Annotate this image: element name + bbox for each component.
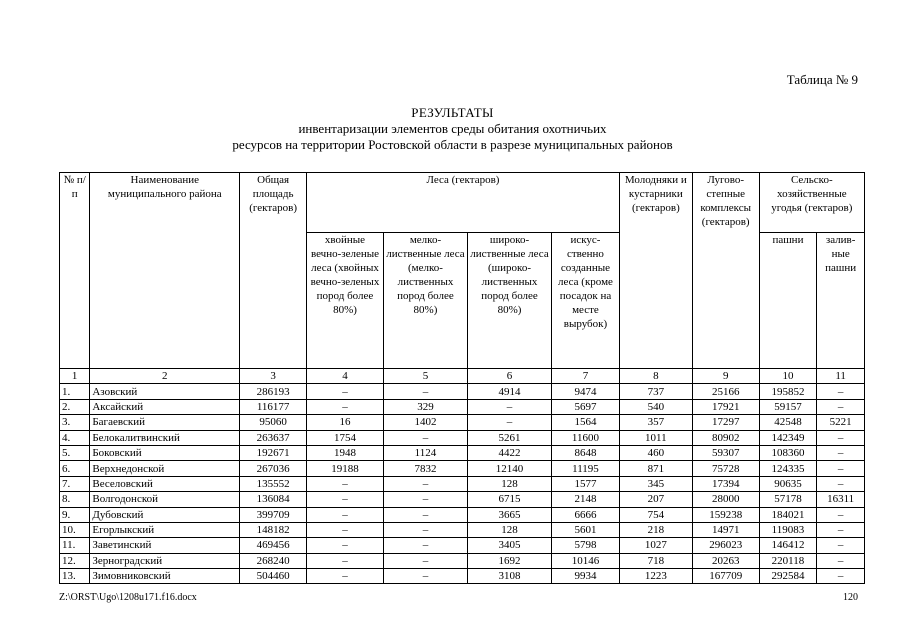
cell-flooded-arable: – xyxy=(817,476,865,491)
table-row xyxy=(60,430,865,445)
cell-total-area: 148182 xyxy=(240,522,307,537)
cell-total-area: 267036 xyxy=(240,461,307,476)
cell-broad-leaved: 4914 xyxy=(467,384,551,399)
cell-artificial: 11195 xyxy=(552,461,620,476)
cell-young-growth: 540 xyxy=(619,399,692,414)
cell-meadow-steppe: 75728 xyxy=(692,461,759,476)
cell-district-name: Багаевский xyxy=(90,415,240,430)
cell-flooded-arable: 16311 xyxy=(817,492,865,507)
cell-broad-leaved: 5261 xyxy=(467,430,551,445)
cell-total-area: 286193 xyxy=(240,384,307,399)
cell-arable: 119083 xyxy=(759,522,817,537)
col-number: 9 xyxy=(692,369,759,384)
cell-small-leaved: 329 xyxy=(383,399,467,414)
col-number: 7 xyxy=(552,369,620,384)
cell-coniferous: 1754 xyxy=(307,430,384,445)
cell-total-area: 135552 xyxy=(240,476,307,491)
cell-artificial: 1577 xyxy=(552,476,620,491)
header-small-leaved: мелко-лиственные леса (мелко-лиственных пород более 80%) xyxy=(383,233,467,369)
cell-coniferous: 1948 xyxy=(307,445,384,460)
table-row xyxy=(60,492,865,507)
footer-file-path: Z:\ORST\Ugo\1208u171.f16.docx xyxy=(59,592,197,603)
cell-row-num: 9. xyxy=(60,507,90,522)
cell-district-name: Волгодонской xyxy=(90,492,240,507)
cell-district-name: Аксайский xyxy=(90,399,240,414)
cell-broad-leaved: 12140 xyxy=(467,461,551,476)
cell-coniferous: 19188 xyxy=(307,461,384,476)
cell-district-name: Веселовский xyxy=(90,476,240,491)
table-row xyxy=(60,476,865,491)
col-number: 3 xyxy=(240,369,307,384)
col-number: 2 xyxy=(90,369,240,384)
cell-arable: 59157 xyxy=(759,399,817,414)
column-number-row xyxy=(60,369,865,384)
cell-artificial: 11600 xyxy=(552,430,620,445)
col-number: 6 xyxy=(467,369,551,384)
header-flooded-arable: залив-ные пашни xyxy=(817,233,865,369)
cell-arable: 57178 xyxy=(759,492,817,507)
cell-total-area: 95060 xyxy=(240,415,307,430)
header-coniferous: хвойные вечно-зеленые леса (хвойных вечно-зеленых пород более 80%) xyxy=(307,233,384,369)
cell-district-name: Азовский xyxy=(90,384,240,399)
cell-arable: 292584 xyxy=(759,569,817,584)
cell-small-leaved: – xyxy=(383,538,467,553)
cell-flooded-arable: – xyxy=(817,507,865,522)
cell-small-leaved: – xyxy=(383,507,467,522)
cell-arable: 90635 xyxy=(759,476,817,491)
cell-young-growth: 1011 xyxy=(619,430,692,445)
table-row xyxy=(60,569,865,584)
cell-young-growth: 1027 xyxy=(619,538,692,553)
table-row xyxy=(60,461,865,476)
cell-arable: 184021 xyxy=(759,507,817,522)
cell-flooded-arable: – xyxy=(817,445,865,460)
cell-young-growth: 754 xyxy=(619,507,692,522)
cell-total-area: 504460 xyxy=(240,569,307,584)
cell-flooded-arable: – xyxy=(817,384,865,399)
cell-total-area: 192671 xyxy=(240,445,307,460)
header-artificial: искус-ственно созданные леса (кроме посадок на месте вырубок) xyxy=(552,233,620,369)
col-number: 5 xyxy=(383,369,467,384)
cell-arable: 124335 xyxy=(759,461,817,476)
cell-flooded-arable: – xyxy=(817,461,865,476)
cell-arable: 220118 xyxy=(759,553,817,568)
cell-meadow-steppe: 167709 xyxy=(692,569,759,584)
cell-small-leaved: 1124 xyxy=(383,445,467,460)
cell-small-leaved: – xyxy=(383,476,467,491)
cell-young-growth: 207 xyxy=(619,492,692,507)
header-meadow-steppe: Лугово-степные комплексы (гектаров) xyxy=(692,173,759,369)
results-table xyxy=(59,172,865,584)
cell-meadow-steppe: 25166 xyxy=(692,384,759,399)
cell-young-growth: 345 xyxy=(619,476,692,491)
col-number: 4 xyxy=(307,369,384,384)
cell-broad-leaved: 1692 xyxy=(467,553,551,568)
table-row xyxy=(60,399,865,414)
cell-arable: 146412 xyxy=(759,538,817,553)
header-broad-leaved: широко-лиственные леса (широко-лиственных пород более 80%) xyxy=(467,233,551,369)
cell-meadow-steppe: 17297 xyxy=(692,415,759,430)
footer-page-number: 120 xyxy=(843,592,858,603)
cell-district-name: Верхнедонской xyxy=(90,461,240,476)
cell-artificial: 9474 xyxy=(552,384,620,399)
cell-row-num: 10. xyxy=(60,522,90,537)
cell-row-num: 8. xyxy=(60,492,90,507)
cell-small-leaved: – xyxy=(383,569,467,584)
cell-small-leaved: – xyxy=(383,384,467,399)
cell-flooded-arable: – xyxy=(817,430,865,445)
cell-total-area: 116177 xyxy=(240,399,307,414)
cell-coniferous: – xyxy=(307,476,384,491)
header-forests: Леса (гектаров) xyxy=(307,173,620,233)
cell-small-leaved: – xyxy=(383,522,467,537)
cell-coniferous: – xyxy=(307,538,384,553)
cell-district-name: Заветинский xyxy=(90,538,240,553)
table-body xyxy=(60,384,865,584)
cell-arable: 195852 xyxy=(759,384,817,399)
cell-small-leaved: – xyxy=(383,492,467,507)
cell-meadow-steppe: 14971 xyxy=(692,522,759,537)
cell-row-num: 11. xyxy=(60,538,90,553)
cell-meadow-steppe: 159238 xyxy=(692,507,759,522)
cell-flooded-arable: 5221 xyxy=(817,415,865,430)
cell-artificial: 8648 xyxy=(552,445,620,460)
cell-total-area: 469456 xyxy=(240,538,307,553)
document-title xyxy=(0,105,905,153)
cell-row-num: 7. xyxy=(60,476,90,491)
cell-total-area: 399709 xyxy=(240,507,307,522)
header-total-area: Общая площадь (гектаров) xyxy=(240,173,307,369)
table-row xyxy=(60,384,865,399)
col-number: 1 xyxy=(60,369,90,384)
table-row xyxy=(60,522,865,537)
table-number-label: Таблица № 9 xyxy=(786,72,858,87)
cell-meadow-steppe: 59307 xyxy=(692,445,759,460)
cell-broad-leaved: 3108 xyxy=(467,569,551,584)
title-line-2: инвентаризации элементов среды обитания охотничьих xyxy=(298,121,607,136)
cell-row-num: 4. xyxy=(60,430,90,445)
cell-coniferous: 16 xyxy=(307,415,384,430)
cell-young-growth: 357 xyxy=(619,415,692,430)
cell-meadow-steppe: 296023 xyxy=(692,538,759,553)
cell-arable: 142349 xyxy=(759,430,817,445)
cell-district-name: Белокалитвинский xyxy=(90,430,240,445)
cell-meadow-steppe: 80902 xyxy=(692,430,759,445)
cell-broad-leaved: 6715 xyxy=(467,492,551,507)
table-row xyxy=(60,507,865,522)
cell-artificial: 9934 xyxy=(552,569,620,584)
cell-coniferous: – xyxy=(307,522,384,537)
cell-flooded-arable: – xyxy=(817,569,865,584)
cell-row-num: 13. xyxy=(60,569,90,584)
header-agricultural: Сельско-хозяйственные угодья (гектаров) xyxy=(759,173,864,233)
title-line-1: РЕЗУЛЬТАТЫ xyxy=(411,105,494,120)
cell-arable: 42548 xyxy=(759,415,817,430)
cell-young-growth: 1223 xyxy=(619,569,692,584)
cell-young-growth: 871 xyxy=(619,461,692,476)
cell-artificial: 6666 xyxy=(552,507,620,522)
cell-coniferous: – xyxy=(307,569,384,584)
cell-flooded-arable: – xyxy=(817,522,865,537)
cell-broad-leaved: – xyxy=(467,415,551,430)
cell-flooded-arable: – xyxy=(817,538,865,553)
col-number: 11 xyxy=(817,369,865,384)
cell-total-area: 136084 xyxy=(240,492,307,507)
cell-meadow-steppe: 28000 xyxy=(692,492,759,507)
cell-young-growth: 718 xyxy=(619,553,692,568)
cell-coniferous: – xyxy=(307,507,384,522)
header-arable: пашни xyxy=(759,233,817,369)
cell-district-name: Зерноградский xyxy=(90,553,240,568)
cell-coniferous: – xyxy=(307,399,384,414)
cell-artificial: 1564 xyxy=(552,415,620,430)
cell-small-leaved: – xyxy=(383,430,467,445)
cell-coniferous: – xyxy=(307,553,384,568)
cell-district-name: Дубовский xyxy=(90,507,240,522)
cell-row-num: 12. xyxy=(60,553,90,568)
table-row xyxy=(60,553,865,568)
cell-broad-leaved: 3665 xyxy=(467,507,551,522)
cell-meadow-steppe: 17921 xyxy=(692,399,759,414)
cell-coniferous: – xyxy=(307,384,384,399)
cell-small-leaved: 7832 xyxy=(383,461,467,476)
cell-meadow-steppe: 17394 xyxy=(692,476,759,491)
header-num: № п/п xyxy=(60,173,90,369)
cell-total-area: 268240 xyxy=(240,553,307,568)
cell-row-num: 1. xyxy=(60,384,90,399)
cell-young-growth: 218 xyxy=(619,522,692,537)
cell-artificial: 10146 xyxy=(552,553,620,568)
cell-young-growth: 460 xyxy=(619,445,692,460)
cell-row-num: 3. xyxy=(60,415,90,430)
title-line-3: ресурсов на территории Ростовской области в разрезе муниципальных районов xyxy=(232,137,673,152)
cell-broad-leaved: 128 xyxy=(467,476,551,491)
cell-broad-leaved: 4422 xyxy=(467,445,551,460)
cell-district-name: Егорлыкский xyxy=(90,522,240,537)
cell-artificial: 5798 xyxy=(552,538,620,553)
cell-artificial: 5601 xyxy=(552,522,620,537)
cell-meadow-steppe: 20263 xyxy=(692,553,759,568)
cell-total-area: 263637 xyxy=(240,430,307,445)
cell-artificial: 5697 xyxy=(552,399,620,414)
table-row xyxy=(60,415,865,430)
cell-arable: 108360 xyxy=(759,445,817,460)
cell-district-name: Боковский xyxy=(90,445,240,460)
cell-broad-leaved: – xyxy=(467,399,551,414)
cell-small-leaved: – xyxy=(383,553,467,568)
cell-district-name: Зимовниковский xyxy=(90,569,240,584)
cell-row-num: 6. xyxy=(60,461,90,476)
cell-small-leaved: 1402 xyxy=(383,415,467,430)
cell-broad-leaved: 128 xyxy=(467,522,551,537)
table-row xyxy=(60,538,865,553)
cell-row-num: 5. xyxy=(60,445,90,460)
cell-flooded-arable: – xyxy=(817,553,865,568)
cell-young-growth: 737 xyxy=(619,384,692,399)
cell-artificial: 2148 xyxy=(552,492,620,507)
cell-row-num: 2. xyxy=(60,399,90,414)
cell-coniferous: – xyxy=(307,492,384,507)
header-young-growth: Молодняки и кустарники (гектаров) xyxy=(619,173,692,369)
table-row xyxy=(60,445,865,460)
col-number: 10 xyxy=(759,369,817,384)
cell-broad-leaved: 3405 xyxy=(467,538,551,553)
header-district-name: Наименование муниципального района xyxy=(90,173,240,369)
cell-flooded-arable: – xyxy=(817,399,865,414)
col-number: 8 xyxy=(619,369,692,384)
